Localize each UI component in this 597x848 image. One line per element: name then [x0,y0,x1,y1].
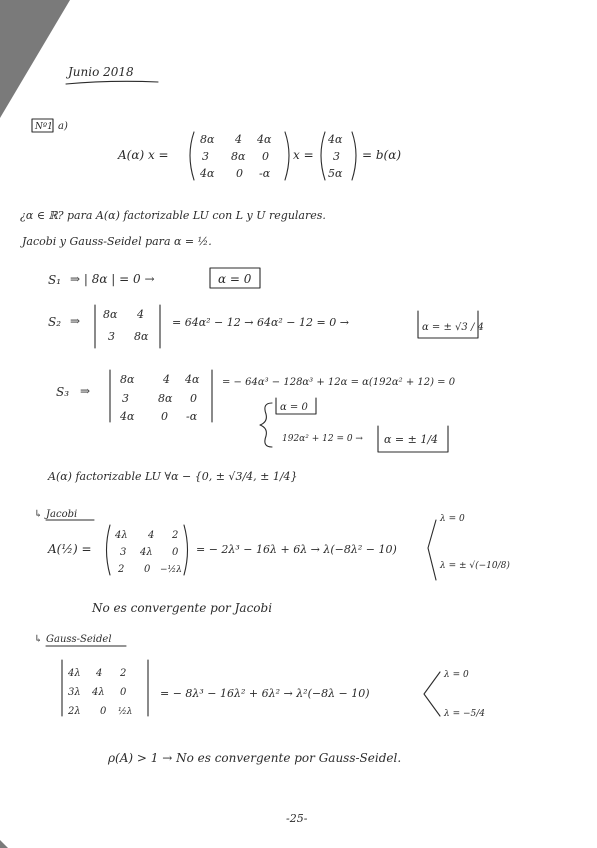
system-a33: -α [259,167,271,180]
s3-implies: ⇒ [80,384,91,398]
s2-expr: = 64α² − 12 → 64α² − 12 = 0 → [172,316,349,329]
jacobi-a21: 3 [120,547,127,558]
jacobi-heading: Jacobi [46,509,78,520]
system-x: x = [293,148,314,162]
s3-label: S₃ [56,385,70,399]
system-b3: 5α [328,167,343,180]
system-a22: 8α [231,150,246,163]
system-lhs: A(α) x = [118,148,169,162]
gauss-a11: 4λ [68,668,81,679]
header-date: Junio 2018 [68,65,134,79]
gauss-a31: 2λ [68,706,81,717]
system-b2: 3 [333,150,340,163]
s1-expr: ⇒ | 8α | = 0 → [70,272,155,286]
jacobi-a31: 2 [118,564,125,575]
gauss-expr: = − 8λ³ − 16λ² + 6λ² → λ²(−8λ − 10) [160,687,370,700]
jacobi-lhs: A(½) = [48,542,92,556]
s2-result: α = ± √3 / 4 [422,322,484,333]
s3-a32: 0 [161,410,168,423]
s3-case2: 192α² + 12 = 0 → [282,434,363,444]
gauss-heading: Gauss-Seidel [46,634,112,645]
jacobi-a12: 4 [148,530,155,541]
s2-a21: 3 [108,330,115,343]
page-number: -25- [286,812,308,825]
system-a31: 4α [200,167,215,180]
s3-a31: 4α [120,410,135,423]
jacobi-a23: 0 [172,547,179,558]
s2-implies: ⇒ [70,314,81,328]
s2-a12: 4 [137,308,144,321]
system-a23: 0 [262,150,269,163]
jacobi-root2: λ = ± √(−10/8) [440,561,510,571]
jacobi-a22: 4λ [140,547,153,558]
s2-a22: 8α [134,330,149,343]
s3-a12: 4 [163,373,170,386]
gauss-arrow: ↳ [34,634,43,645]
system-b1: 4α [328,133,343,146]
jacobi-a11: 4λ [115,530,128,541]
s3-a13: 4α [185,373,200,386]
gauss-conclusion: ρ(A) > 1 → No es convergente por Gauss-Seidel. [108,751,402,765]
s3-a21: 3 [122,392,129,405]
gauss-a21: 3λ [68,687,81,698]
gauss-root2: λ = −5/4 [444,709,485,719]
jacobi-arrow: ↳ [34,509,43,520]
gauss-root1: λ = 0 [444,670,469,680]
jacobi-root1: λ = 0 [440,514,465,524]
s3-a23: 0 [190,392,197,405]
s2-label: S₂ [48,315,62,329]
system-a21: 3 [202,150,209,163]
question-line2: Jacobi y Gauss-Seidel para α = ½. [22,235,212,248]
gauss-a32: 0 [100,706,107,717]
jacobi-a32: 0 [144,564,151,575]
system-a32: 0 [236,167,243,180]
question-line1: ¿α ∈ ℝ? para A(α) factorizable LU con L y U regulares. [20,209,326,222]
jacobi-a33: −½λ [160,565,182,575]
s3-a33: -α [186,410,198,423]
system-a11: 8α [200,133,215,146]
gauss-a13: 2 [120,668,127,679]
gauss-a23: 0 [120,687,127,698]
s3-expr: = − 64α³ − 128α³ + 12α = α(192α² + 12) = 0 [222,377,456,388]
s1-label: S₁ [48,273,62,287]
jacobi-expr: = − 2λ³ − 16λ + 6λ → λ(−8λ² − 10) [196,543,397,556]
s1-result: α = 0 [218,272,252,286]
s3-a22: 8α [158,392,173,405]
s3-case2-result: α = ± 1/4 [384,433,439,446]
gauss-a22: 4λ [92,687,105,698]
system-a13: 4α [257,133,272,146]
gauss-a33: ½λ [118,707,133,717]
system-rhs: = b(α) [362,148,402,162]
jacobi-a13: 2 [172,530,179,541]
problem-label: Nº1 [35,122,53,132]
jacobi-conclusion: No es convergente por Jacobi [92,601,273,615]
system-a12: 4 [235,133,242,146]
problem-part: a) [58,121,68,132]
s3-case1: α = 0 [280,402,308,413]
s3-a11: 8α [120,373,135,386]
factorizable-statement: A(α) factorizable LU ∀α − {0, ± √3/4, ± 1/4} [48,470,298,483]
gauss-a12: 4 [96,668,103,679]
s2-a11: 8α [103,308,118,321]
